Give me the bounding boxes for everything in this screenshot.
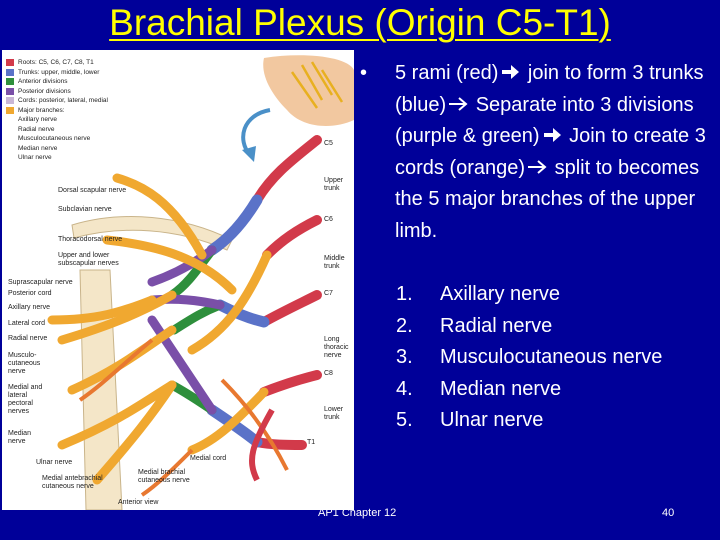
key-label: Posterior divisions (18, 87, 71, 95)
key-label: Trunks: upper, middle, lower (18, 68, 100, 76)
label-t1: T1 (307, 439, 316, 446)
label-median: Median nerve (8, 430, 31, 445)
list-number: 3. (396, 346, 413, 368)
label-subscapular: Upper and lower subscapular nerves (58, 252, 119, 267)
list-number: 4. (396, 377, 413, 400)
bullet-part: split to becomes the 5 major branches of the upper limb. (395, 156, 700, 242)
key-branch: Ulnar nerve (18, 154, 52, 162)
list-number: 5. (396, 409, 413, 431)
list-text: Median nerve (440, 377, 562, 400)
list-item (396, 279, 662, 311)
label-subclavian: Subclavian nerve (58, 206, 112, 213)
bullet-text (365, 58, 710, 247)
label-lower-trunk: Lower trunk (324, 406, 344, 421)
inset-pointer-arrow (243, 110, 270, 155)
key-label: Anterior divisions (18, 78, 68, 86)
brachial-plexus-diagram (2, 50, 354, 510)
bullet-dot-icon: • (360, 62, 368, 84)
list-text: Radial nerve (440, 314, 553, 337)
key-branch: Axillary nerve (18, 116, 58, 124)
list-text: Ulnar nerve (440, 409, 544, 431)
bullet-part: 5 rami (red) (395, 62, 499, 84)
label-anterior-view: Anterior view (118, 499, 159, 506)
label-pectoral: Medial and lateral pectoral nerves (8, 384, 43, 415)
label-posterior-cord: Posterior cord (8, 290, 52, 297)
label-axillary: Axillary nerve (8, 304, 51, 311)
bullet-part: join to form 3 trunks (blue) (395, 62, 704, 116)
label-medial-cord: Medial cord (190, 455, 227, 462)
key-swatch (6, 107, 14, 114)
open-arrow-icon (527, 159, 547, 175)
label-suprascapular: Suprascapular nerve (8, 279, 73, 286)
label-medial-antebrachial: Medial antebrachial cutaneous nerve (42, 475, 103, 490)
key-swatch (6, 97, 14, 104)
key-row-cords (6, 96, 134, 106)
key-row-trunks (6, 68, 134, 78)
key-row-roots (6, 58, 134, 68)
label-middle-trunk: Middle trunk (324, 255, 345, 270)
key-label: Cords: posterior, lateral, medial (18, 97, 108, 105)
key-branch: Radial nerve (18, 125, 55, 133)
list-number: 1. (396, 283, 413, 305)
label-c7: C7 (324, 290, 333, 297)
key-row-branches (6, 106, 134, 116)
list-item (396, 311, 662, 343)
key-branch: Median nerve (18, 144, 58, 152)
footer-course: AP1 Chapter 12 (318, 507, 397, 519)
color-key (6, 58, 134, 163)
bold-arrow-icon (542, 127, 562, 143)
label-upper-trunk: Upper trunk (324, 177, 344, 192)
slide-title: Brachial Plexus (Origin C5-T1) (109, 2, 611, 43)
key-row-posterior (6, 87, 134, 97)
label-c5: C5 (324, 140, 333, 147)
footer-page-number: 40 (662, 507, 675, 519)
label-dorsal-scapular: Dorsal scapular nerve (58, 187, 127, 194)
list-number: 2. (396, 314, 413, 337)
label-c8: C8 (324, 370, 333, 377)
label-radial: Radial nerve (8, 335, 48, 342)
bullet-point (360, 58, 710, 247)
key-swatch (6, 69, 14, 76)
label-long-thoracic: Long thoracic nerve (324, 336, 349, 359)
key-label: Roots: C5, C6, C7, C8, T1 (18, 59, 94, 67)
label-medial-brachial: Medial brachial cutaneous nerve (138, 469, 190, 484)
key-swatch (6, 78, 14, 85)
open-arrow-icon (448, 96, 468, 112)
bullet-part: Separate into 3 divisions (purple & green) (395, 93, 694, 147)
list-text: Musculocutaneous nerve (440, 346, 663, 368)
key-swatch (6, 59, 14, 66)
bullet-part: Join to create 3 cords (orange) (395, 125, 706, 179)
list-item (396, 342, 662, 374)
branch-list (396, 279, 662, 437)
key-label: Major branches: (18, 106, 65, 114)
label-c6: C6 (324, 216, 333, 223)
key-swatch (6, 88, 14, 95)
roots (257, 140, 317, 445)
label-musculocutaneous: Musculo- cutaneous nerve (8, 352, 41, 375)
list-item (396, 405, 662, 437)
list-item (396, 374, 662, 406)
bold-arrow-icon (500, 64, 520, 80)
label-thoracodorsal: Thoracodorsal nerve (58, 236, 123, 243)
neck-inset-figure (263, 55, 354, 126)
label-ulnar: Ulnar nerve (36, 459, 73, 466)
key-row-anterior (6, 77, 134, 87)
key-branch: Musculocutaneous nerve (18, 135, 91, 143)
label-lateral-cord: Lateral cord (8, 320, 45, 327)
list-text: Axillary nerve (440, 283, 561, 305)
